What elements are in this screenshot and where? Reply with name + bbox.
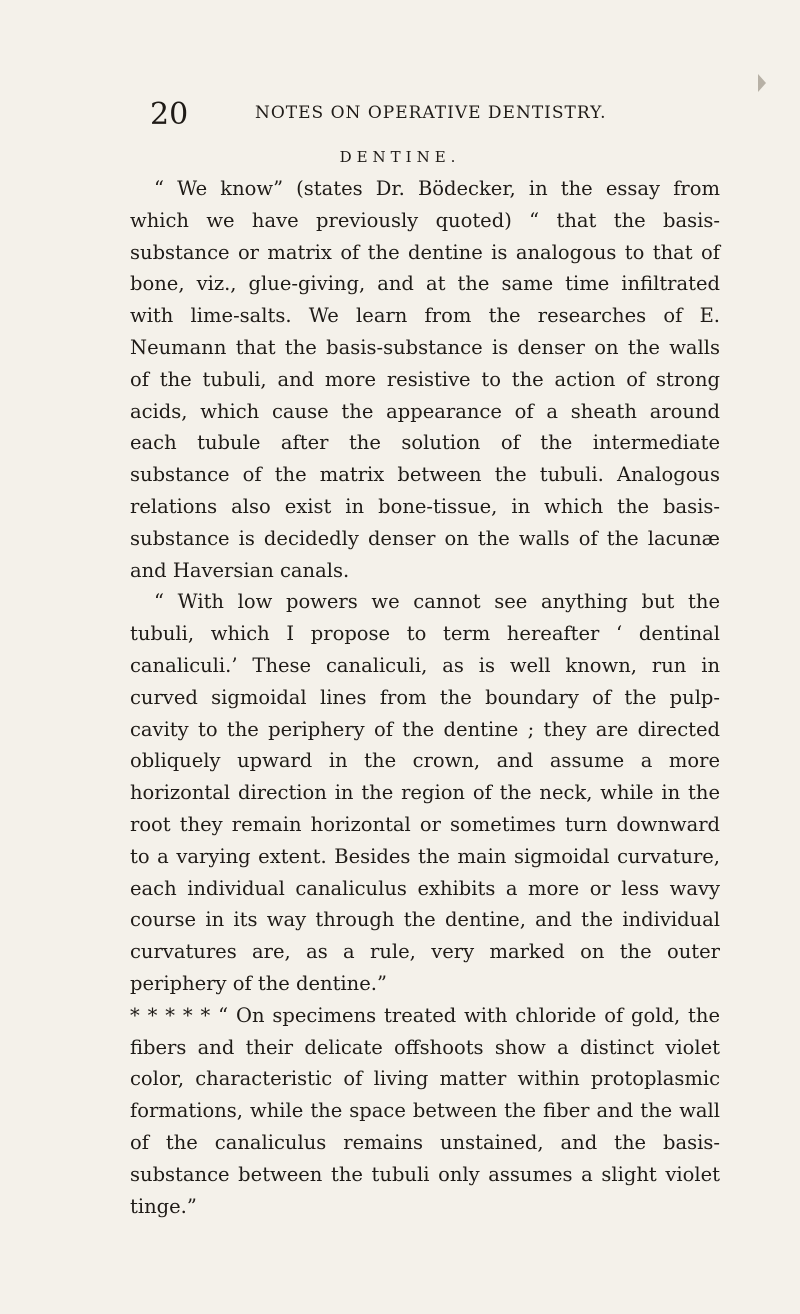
section-title: DENTINE. bbox=[339, 148, 461, 166]
running-head: NOTES ON OPERATIVE DENTISTRY. bbox=[255, 103, 607, 123]
paragraph: “ We know” (states Dr. Bödecker, in the essay from which we have previously quoted) “ that the basis-substance or matrix of the dentine is analogous to that of bone, viz., glue-giving, and at the same time infiltrated with lime-salts. We learn from the researches of E. Neumann that the basis-substance is denser on the walls of the tubuli, and more resistive to the action of strong acids, which cause the appearance of a sheath around each tubule after the solution of the intermediate substance of the matrix between the tubuli. Analogous relations also exist in bone-tissue, in which the basis-substance is decidedly denser on the walls of the lacunæ and Haversian canals. bbox=[130, 177, 720, 582]
paragraph: * * * * * “ On specimens treated with chloride of gold, the fibers and their delicate offshoots show a distinct violet color, characteristic of living matter within protoplasmic formations, while the space between the fiber and the wall of the canaliculus remains unstained, and the basis-substance between the tubuli only assumes a slight violet tinge.” bbox=[130, 1003, 720, 1218]
margin-arrow-mark bbox=[758, 74, 766, 92]
page-number: 20 bbox=[150, 97, 189, 132]
body-text bbox=[130, 173, 720, 1222]
paragraph: “ With low powers we cannot see anything but the tubuli, which I propose to term hereafter ‘ dentinal canaliculi.’ These canaliculi, as is well known, run in curved sigmoidal lines from the boundary of the pulp-cavity to the periphery of the dentine ; they are directed obliquely upward in the crown, and assume a more horizontal direction in the region of the neck, while in the root they remain horizontal or sometimes turn downward to a varying extent. Besides the main sigmoidal curvature, each individual canaliculus exhibits a more or less wavy course in its way through the dentine, and the individual curvatures are, as a rule, very marked on the outer periphery of the dentine.” bbox=[130, 590, 720, 995]
page-header bbox=[150, 98, 710, 132]
